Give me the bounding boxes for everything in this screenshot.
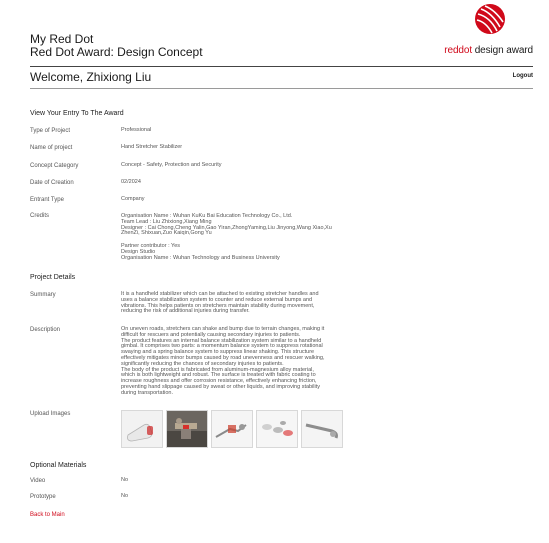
description-line: gimbal. It comprises two parts: a momentum balance system to suppress rotational (121, 343, 323, 350)
site-title: My Red Dot (30, 32, 94, 46)
reddot-logo[interactable] (437, 3, 533, 59)
description-line: swaying and a spring balance system to suppress linear shaking. This structure (121, 349, 315, 356)
description-line: The body of the product is fabricated from aluminum-magnesium alloy material, (121, 366, 314, 373)
stretcher-photo-image (167, 411, 207, 447)
thumbnail-side-view[interactable] (301, 410, 343, 448)
thumbnail-mechanism[interactable] (256, 410, 298, 448)
summary-value (121, 292, 391, 315)
description-line: which is both lightweight and robust. The surface is treated with fabric coating to (121, 372, 316, 379)
description-label: Description (30, 327, 61, 333)
description-line: difficult for rescuers and potentially causing secondary injuries to patients. (121, 331, 301, 338)
description-line: effectively mitigates minor bumps caused by road unevenness and rescuer walking, (121, 354, 325, 361)
page (30, 0, 533, 518)
video-label: Video (30, 478, 46, 484)
field-value: Concept - Safety, Protection and Security (121, 162, 222, 168)
description-line: preventing hand slippage caused by sweat or other liquids, and improving stability (121, 383, 321, 390)
credits-line: Team Lead : Liu Zhixiong,Xiang Ming (121, 218, 212, 225)
description-line: increase roughness and offer corrosion resistance, effectively enhancing friction, (121, 378, 317, 385)
optional-section-title: Optional Materials (30, 462, 87, 469)
handle-render-image (122, 411, 162, 447)
credits-value (121, 214, 391, 262)
header (30, 0, 533, 64)
back-to-main-link[interactable]: Back to Main (30, 512, 65, 518)
logo-wordmark-red: reddot (444, 45, 473, 56)
field-label: Date of Creation (30, 180, 74, 186)
exploded-view-image (212, 411, 252, 447)
field-value: Hand Stretcher Stabilizer (121, 144, 183, 150)
description-line: On uneven roads, stretchers can shake and bump due to terrain changes, making it (121, 326, 325, 332)
summary-line: uses a balance stabilization system to counter and reduce external bumps and (121, 296, 313, 303)
field-label: Entrant Type (30, 197, 64, 203)
mechanism-components-image (257, 411, 297, 447)
summary-line: It is a handheld stabilizer which can be attached to existing stretcher handles and (121, 291, 319, 297)
field-label: Concept Category (30, 163, 79, 169)
credits-line: ZhenZi, Shixuan,Zuo Kaiqin,Gong Yu (121, 230, 212, 237)
field-value: 02/2024 (121, 179, 141, 185)
credits-label: Credits (30, 213, 50, 219)
field-value: Professional (121, 127, 152, 133)
credits-line: Organisation Name : Wuhan Technology and Business University (121, 254, 280, 261)
details-section-title: Project Details (30, 274, 76, 281)
summary-label: Summary (30, 292, 56, 298)
thumbnail-stretcher-photo[interactable] (166, 410, 208, 448)
logo-wordmark-dark: design award (472, 45, 533, 56)
field-label: Type of Project (30, 128, 71, 134)
prototype-label: Prototype (30, 494, 56, 500)
logout-link[interactable]: Logout (512, 73, 533, 79)
description-line: significantly reducing the chances of secondary injuries to patients. (121, 360, 284, 367)
field-value: Company (121, 196, 145, 202)
field-label: Name of project (30, 145, 73, 151)
summary-line: vibrations. This helps patients on stretchers maintain stability during movement, (121, 302, 315, 309)
logo-wordmark (444, 45, 533, 56)
credits-line: Designer : Cai Chong,Cheng Yalin,Gao Yiran,ZhongYaming,Liu Jinyong,Wang Xiao,Xu (121, 224, 332, 231)
welcome-text: Welcome, Zhixiong Liu (30, 70, 152, 84)
welcome-divider (30, 88, 533, 89)
summary-line: reducing the risk of additional injuries during transfer. (121, 308, 250, 315)
upload-thumbnails (121, 410, 375, 450)
credits-line: Design Studio (121, 248, 156, 255)
entry-section-title: View Your Entry To The Award (30, 110, 124, 117)
header-divider (30, 66, 533, 67)
upload-label: Upload Images (30, 411, 71, 417)
credits-line: Organisation Name : Wuhan KuKu Bai Education Technology Co., Ltd. (121, 213, 293, 219)
thumbnail-exploded-view[interactable] (211, 410, 253, 448)
thumbnail-handle[interactable] (121, 410, 163, 448)
description-value (121, 327, 391, 397)
reddot-logo-icon (474, 3, 506, 35)
site-subtitle: Red Dot Award: Design Concept (30, 45, 203, 59)
description-line: during transportation. (121, 389, 173, 396)
prototype-value: No (121, 493, 129, 499)
video-value: No (121, 477, 129, 483)
side-view-image (302, 411, 342, 447)
credits-line: Partner contributor : Yes (121, 243, 181, 250)
description-line: The product features an internal balance stabilization system similar to a handheld (121, 337, 322, 344)
